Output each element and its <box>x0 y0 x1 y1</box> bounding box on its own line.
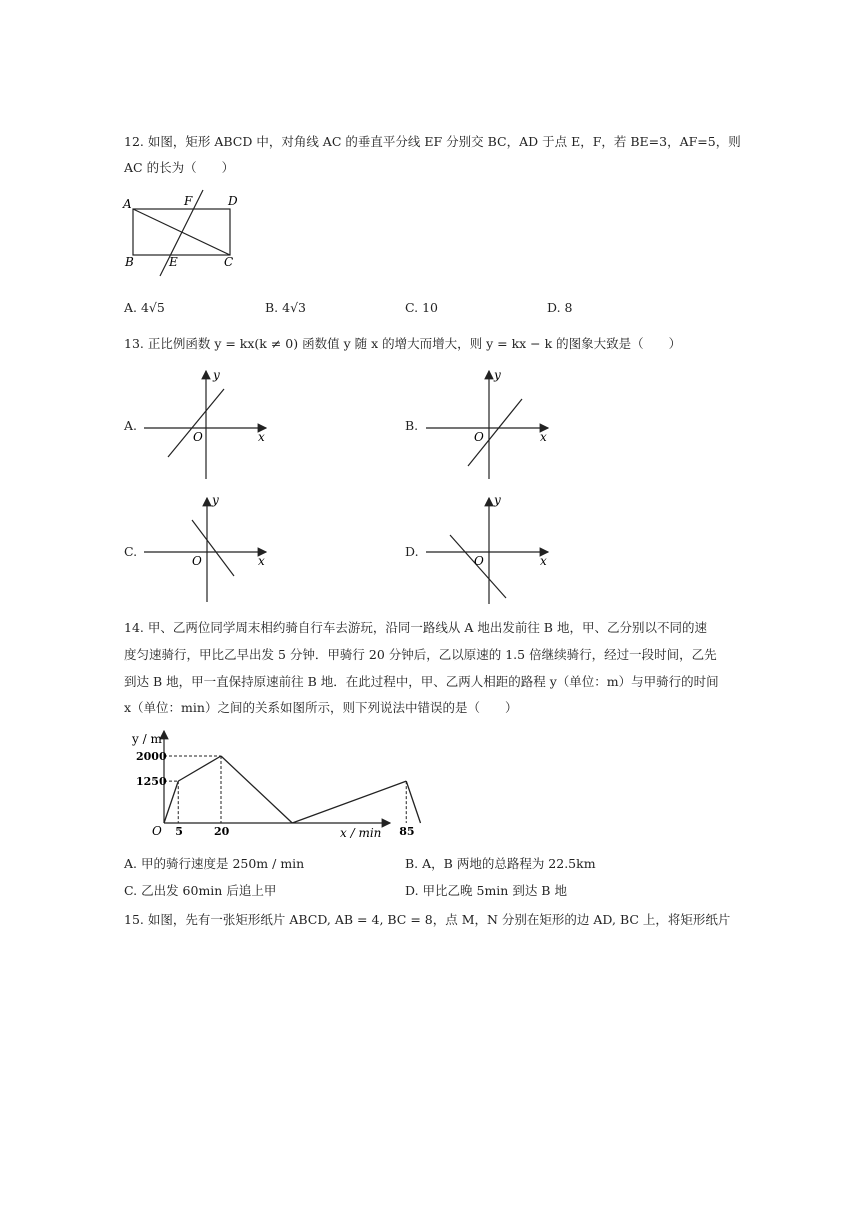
y-axis-label: y / m <box>132 732 162 746</box>
label-e: E <box>169 255 178 269</box>
q13-line1: 13. 正比例函数 y = kx(k ≠ 0) 函数值 y 随 x 的增大而增大，则 y = kx − k 的图象大致是（ ） <box>124 336 682 351</box>
q13-option-b-letter[interactable]: B. <box>405 418 419 433</box>
q14-line1: 14. 甲、乙两位同学周末相约骑自行车去游玩，沿同一路线从 A 地出发前往 B 地，甲、乙分别以不同的速 <box>124 620 707 635</box>
x-tick-label: 5 <box>175 825 183 838</box>
series-segment <box>178 756 221 781</box>
q14-option-b[interactable]: B. A，B 两地的总路程为 22.5km <box>405 856 596 871</box>
label-a: A <box>123 197 132 211</box>
label-c: C <box>224 255 234 269</box>
q14-option-c[interactable]: C. 乙出发 60min 后追上甲 <box>124 883 277 898</box>
origin-label: O <box>474 430 484 444</box>
x-label: x <box>540 554 547 568</box>
q14-line2: 度匀速骑行，甲比乙早出发 5 分钟．甲骑行 20 分钟后，乙以原速的 1.5 倍继续骑行，经过一段时间，乙先 <box>124 647 717 662</box>
q14-option-d[interactable]: D. 甲比乙晚 5min 到达 B 地 <box>405 883 567 898</box>
q12-rectangle-figure <box>120 188 250 278</box>
x-label: x <box>540 430 547 444</box>
label-d: D <box>228 194 238 208</box>
q13-option-a-letter[interactable]: A. <box>124 418 138 433</box>
q12-option-a[interactable]: A. 4√5 <box>124 300 165 315</box>
origin-label: O <box>152 824 162 838</box>
y-label: y <box>212 493 219 507</box>
q12-option-d[interactable]: D. 8 <box>547 300 573 315</box>
series-segment <box>221 756 292 823</box>
origin-label: O <box>193 430 203 444</box>
y-label: y <box>494 493 501 507</box>
q13-graph-a[interactable] <box>140 367 280 482</box>
origin-label: O <box>192 554 202 568</box>
q13-graph-c[interactable] <box>140 494 280 604</box>
x-tick-label: 85 <box>399 825 415 838</box>
x-label: x <box>258 554 265 568</box>
q14-line3: 到达 B 地，甲一直保持原速前往 B 地．在此过程中，甲、乙两人相距的路程 y（单位：m）与甲骑行的时间 <box>124 674 719 689</box>
x-label: x <box>258 430 265 444</box>
perpendicular-ef <box>160 190 203 276</box>
q14-line4: x（单位：min）之间的关系如图所示，则下列说法中错误的是（ ） <box>124 700 518 715</box>
q15-line1: 15. 如图，先有一张矩形纸片 ABCD, AB = 4, BC = 8，点 M，N 分别在矩形的边 AD, BC 上，将矩形纸片 <box>124 912 731 927</box>
y-label: y <box>213 368 220 382</box>
x-tick-label: 20 <box>214 825 230 838</box>
q13-graph-b[interactable] <box>422 367 562 482</box>
y-tick-label: 1250 <box>136 775 167 789</box>
q13-option-c-letter[interactable]: C. <box>124 544 138 559</box>
q14-distance-time-chart <box>128 727 418 842</box>
y-tick-label: 2000 <box>136 750 167 763</box>
q12-option-c[interactable]: C. 10 <box>405 300 438 315</box>
q13-option-d-letter[interactable]: D. <box>405 544 419 559</box>
q12-option-b[interactable]: B. 4√3 <box>265 300 307 315</box>
x-axis-label: x / min <box>340 826 382 840</box>
q12-line1: 12. 如图，矩形 ABCD 中，对角线 AC 的垂直平分线 EF 分别交 BC，AD 于点 E，F，若 BE=3，AF=5，则 <box>124 134 741 149</box>
q14-option-a[interactable]: A. 甲的骑行速度是 250m / min <box>124 856 305 871</box>
series-segment <box>406 781 420 823</box>
q12-line2: AC 的长为（ ） <box>124 160 235 175</box>
series-segment <box>292 781 406 823</box>
label-b: B <box>125 255 134 269</box>
graph-line <box>168 389 224 457</box>
y-label: y <box>494 368 501 382</box>
q13-graph-d[interactable] <box>422 494 562 609</box>
label-f: F <box>184 194 193 208</box>
origin-label: O <box>474 554 484 568</box>
